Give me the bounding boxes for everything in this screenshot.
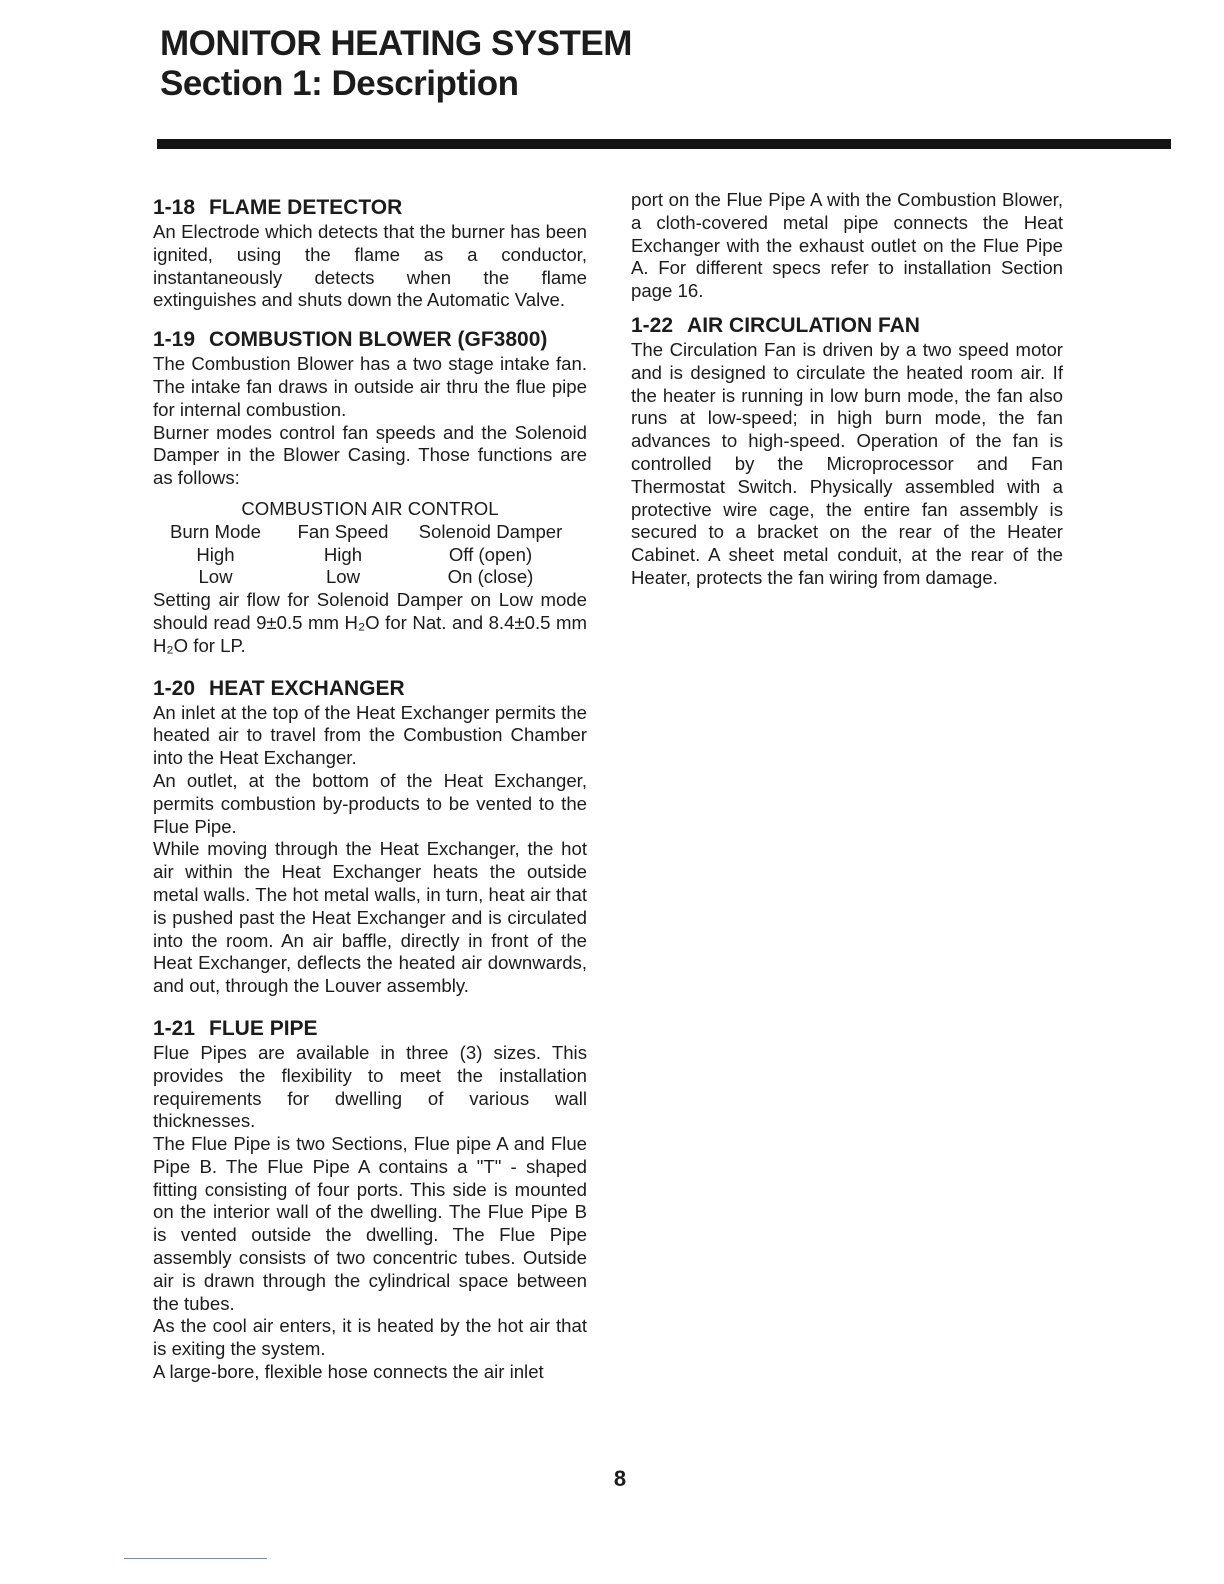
section-heading-1-21: [153, 1016, 587, 1042]
section-heading-1-19: [153, 327, 587, 353]
paragraph: As the cool air enters, it is heated by the hot air that is exiting the system.: [153, 1315, 587, 1360]
table-header: Fan Speed: [297, 520, 389, 542]
section-number: 1-19: [153, 328, 196, 352]
table-header-row: [153, 521, 587, 544]
section-heading-text: AIR CIRCULATION FAN: [687, 313, 920, 337]
header-rule: [157, 139, 1171, 149]
table-row: [153, 566, 587, 589]
footer-line: [124, 1558, 267, 1559]
table-cell: High: [323, 543, 363, 565]
table-cell: High: [196, 543, 235, 565]
paragraph: Burner modes control fan speeds and the Solenoid Damper in the Blower Casing. Those functions are as follows:: [153, 421, 587, 489]
table-header: Burn Mode: [170, 520, 261, 542]
combustion-air-table: [153, 498, 587, 589]
left-column: [153, 195, 587, 1384]
right-column: [631, 189, 1063, 590]
page-number: 8: [613, 1466, 627, 1491]
paragraph: Flue Pipes are available in three (3) sizes. This provides the flexibility to meet the installation requirements for dwelling of various wall thicknesses.: [153, 1041, 587, 1132]
document-title: MONITOR HEATING SYSTEM: [160, 24, 632, 63]
paragraph: An Electrode which detects that the burner has been ignited, using the flame as a conductor, instantaneously detects when the flame extinguishes and shuts down the Automatic Valve.: [153, 221, 587, 311]
paragraph: An inlet at the top of the Heat Exchanger permits the heated air to travel from the Combustion Chamber into the Heat Exchanger.: [153, 701, 587, 769]
section-heading-text: HEAT EXCHANGER: [209, 676, 405, 700]
table-cell: On (close): [447, 566, 534, 588]
section-heading-1-18: [153, 195, 587, 221]
section-heading-text: COMBUSTION BLOWER (GF3800): [209, 328, 548, 352]
table-title: COMBUSTION AIR CONTROL: [241, 497, 499, 519]
section-number: 1-18: [153, 196, 196, 219]
section-number: 1-22: [631, 313, 674, 337]
section-number: 1-20: [153, 676, 196, 700]
section-heading-text: FLAME DETECTOR: [209, 196, 403, 219]
section-title: Section 1: Description: [160, 64, 519, 103]
paragraph: An outlet, at the bottom of the Heat Exchanger, permits combustion by-products to be vented to the Flue Pipe.: [153, 769, 587, 837]
section-heading-text: FLUE PIPE: [209, 1016, 318, 1040]
paragraph: The Flue Pipe is two Sections, Flue pipe A and Flue Pipe B. The Flue Pipe A contains a "T" - shaped fitting consisting of four ports. This side is mounted on the interior wall of the dwelling. The Flue Pipe B is vented outside the dwelling. The Flue Pipe assembly consists of two concentric tubes. Outside air is drawn through the cylindrical space between the tubes.: [153, 1133, 587, 1314]
paragraph: port on the Flue Pipe A with the Combustion Blower, a cloth-covered metal pipe connects the Heat Exchanger with the exhaust outlet on the Flue Pipe A. For different specs refer to installation Section page 16.: [631, 189, 1063, 302]
table-cell: Low: [198, 566, 233, 588]
paragraph: Setting air flow for Solenoid Damper on Low mode should read 9±0.5 mm H₂O for Nat. and 8.4±0.5 mm H₂O for LP.: [153, 589, 587, 656]
table-header: Solenoid Damper: [418, 520, 563, 542]
section-heading-1-22: [631, 313, 1063, 339]
table-cell: Off (open): [448, 543, 533, 565]
table-row: [153, 544, 587, 567]
page-header: [160, 24, 632, 104]
section-heading-1-20: [153, 676, 587, 702]
paragraph: The Combustion Blower has a two stage intake fan. The intake fan draws in outside air thru the flue pipe for internal combustion.: [153, 353, 587, 420]
paragraph: The Circulation Fan is driven by a two speed motor and is designed to circulate the heated room air. If the heater is running in low burn mode, the fan also runs at low-speed; in high burn mode, the fan advances to high-speed. Operation of the fan is controlled by the Microprocessor and Fan Thermostat Switch. Physically assembled with a protective wire cage, the entire fan assembly is secured to a bracket on the rear of the Heater Cabinet. A sheet metal conduit, at the rear of the Heater, protects the fan wiring from damage.: [631, 338, 1063, 588]
section-number: 1-21: [153, 1016, 196, 1040]
table-cell: Low: [325, 566, 361, 588]
paragraph: A large-bore, flexible hose connects the air inlet: [153, 1361, 544, 1383]
paragraph: While moving through the Heat Exchanger, the hot air within the Heat Exchanger heats the outside metal walls. The hot metal walls, in turn, heat air that is pushed past the Heat Exchanger and is circulated into the room. An air baffle, directly in front of the Heat Exchanger, deflects the heated air downwards, and out, through the Louver assembly.: [153, 838, 587, 997]
